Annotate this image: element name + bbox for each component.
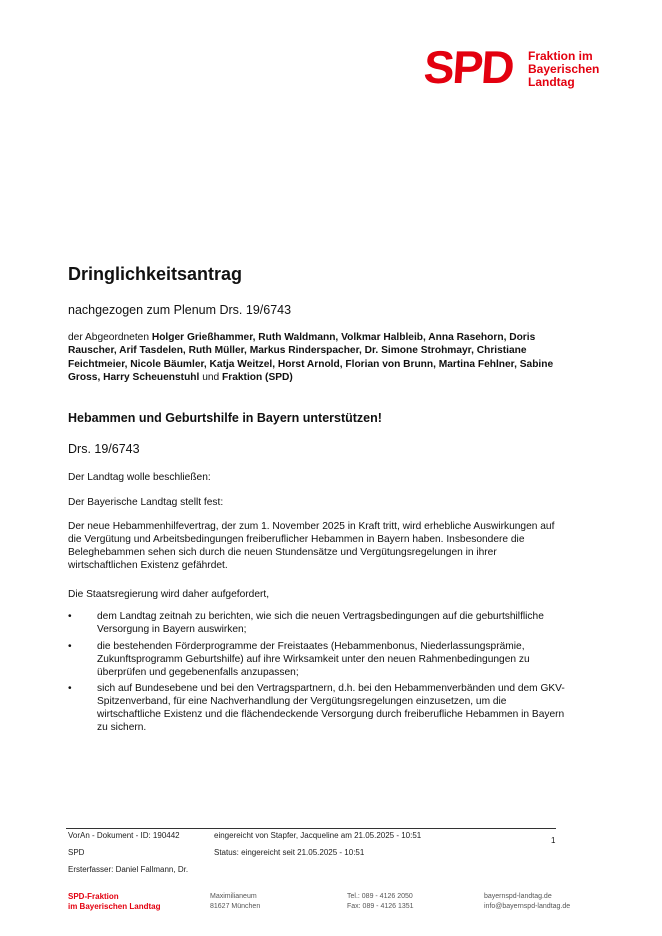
logo-line: Landtag — [528, 75, 575, 89]
website-link[interactable]: bayernspd-landtag.de — [484, 893, 552, 900]
spd-logo-text — [528, 50, 638, 89]
logo-line: Bayerischen — [528, 62, 600, 76]
phone-line: Tel.: 089 - 4126 2050 — [347, 893, 413, 900]
drs-number: Drs. 19/6743 — [68, 442, 140, 456]
spd-logo-mark: SPD — [422, 41, 515, 93]
party-label: SPD — [68, 848, 85, 857]
deputies-conjunction: und — [199, 372, 223, 384]
statement-intro: Der Bayerische Landtag stellt fest: — [68, 497, 224, 508]
address-line: 81627 München — [210, 903, 261, 910]
bullet-icon: • — [68, 640, 72, 652]
page-number: 1 — [551, 836, 556, 845]
footer-logo — [68, 892, 160, 912]
footer-logo-line: im Bayerischen Landtag — [68, 902, 161, 911]
email-link[interactable]: info@bayernspd-landtag.de — [484, 903, 571, 910]
demands-intro: Die Staatsregierung wird daher aufgefordert, — [68, 589, 270, 600]
demands-list — [68, 610, 568, 738]
document-title: Dringlichkeitsantrag — [68, 264, 243, 284]
motion-headline: Hebammen und Geburtshilfe in Bayern unterstützen! — [68, 411, 382, 425]
deputies-prefix: der Abgeordneten — [68, 332, 152, 343]
footer-address — [210, 892, 260, 912]
submitted-by: eingereicht von Stapfer, Jacqueline am 21.05.2025 - 10:51 — [214, 831, 422, 840]
list-item-text: die bestehenden Förderprogramme der Freistaates (Hebammenbonus, Niederlassungsprämie, Zukunftsprogramm Geburtshilfe) auf ihre Wirksamkeit unter den neuen Rahmenbedingungen zu überprüfen und gegebenenfalls anzupassen; — [97, 640, 530, 678]
resolution-intro: Der Landtag wolle beschließen: — [68, 472, 211, 483]
footer-divider — [66, 828, 556, 829]
spd-logo — [422, 41, 604, 100]
statement-paragraph: Der neue Hebammenhilfevertrag, der zum 1. November 2025 in Kraft tritt, wird erhebliche Auswirkungen auf die Vergütung und Arbeitsbedingungen freiberuflicher Hebammen in Bayern haben. Insbesondere die Beleghebammen sehen sich durch die neuen Stundensätze und Vergütungsregelungen in ihrer wirtschaftlichen Existenz gefährdet. — [68, 521, 555, 571]
footer-logo-line: SPD-Fraktion — [68, 892, 119, 901]
document-id: VorAn - Dokument - ID: 190442 — [68, 831, 180, 840]
address-line: Maximilianeum — [210, 893, 257, 900]
deputies-names: Holger Grießhammer, Ruth Waldmann, Volkmar Halbleib, Anna Rasehorn, Doris Rauscher, Arif Tasdelen, Ruth Müller, Markus Rinderspacher, Dr. Simone Strohmayr, Christiane Feichtmeier, Nicole Bäumler, Katja Weitzel, Horst Arnold, Florian von Brunn, Martina Fehlner, Sabine Gross, Harry Scheuenstuhl — [68, 332, 554, 384]
fax-line: Fax: 089 - 4126 1351 — [347, 903, 414, 910]
author-text: Ersterfasser: Daniel Fallmann, Dr. — [68, 865, 189, 874]
document-subtitle: nachgezogen zum Plenum Drs. 19/6743 — [68, 303, 292, 317]
deputies-list — [68, 331, 568, 385]
deputies-faction: Fraktion (SPD) — [222, 372, 293, 384]
list-item-text: sich auf Bundesebene und bei den Vertragspartnern, d.h. bei den Hebammenverbänden und dem GKV-Spitzenverband, für eine Nachverhandlung der Vergütungsregelungen einzusetzen, um die wirtschaftliche Existenz und die flächendeckende Versorgung durch freiberufliche Hebammen in Bayern zu sichern. — [97, 683, 565, 734]
footer-phone — [347, 892, 414, 912]
list-item-text: dem Landtag zeitnah zu berichten, wie sich die neuen Vertragsbedingungen auf die geburtshilfliche Versorgung in Bayern auswirken; — [97, 611, 544, 635]
list-item — [68, 640, 568, 679]
list-item — [68, 610, 568, 636]
status-text: Status: eingereicht seit 21.05.2025 - 10:51 — [214, 848, 365, 857]
logo-line: Fraktion im — [528, 49, 593, 63]
bullet-icon: • — [68, 683, 72, 695]
list-item — [68, 682, 568, 734]
footer-web — [484, 892, 570, 912]
bullet-icon: • — [68, 611, 72, 622]
